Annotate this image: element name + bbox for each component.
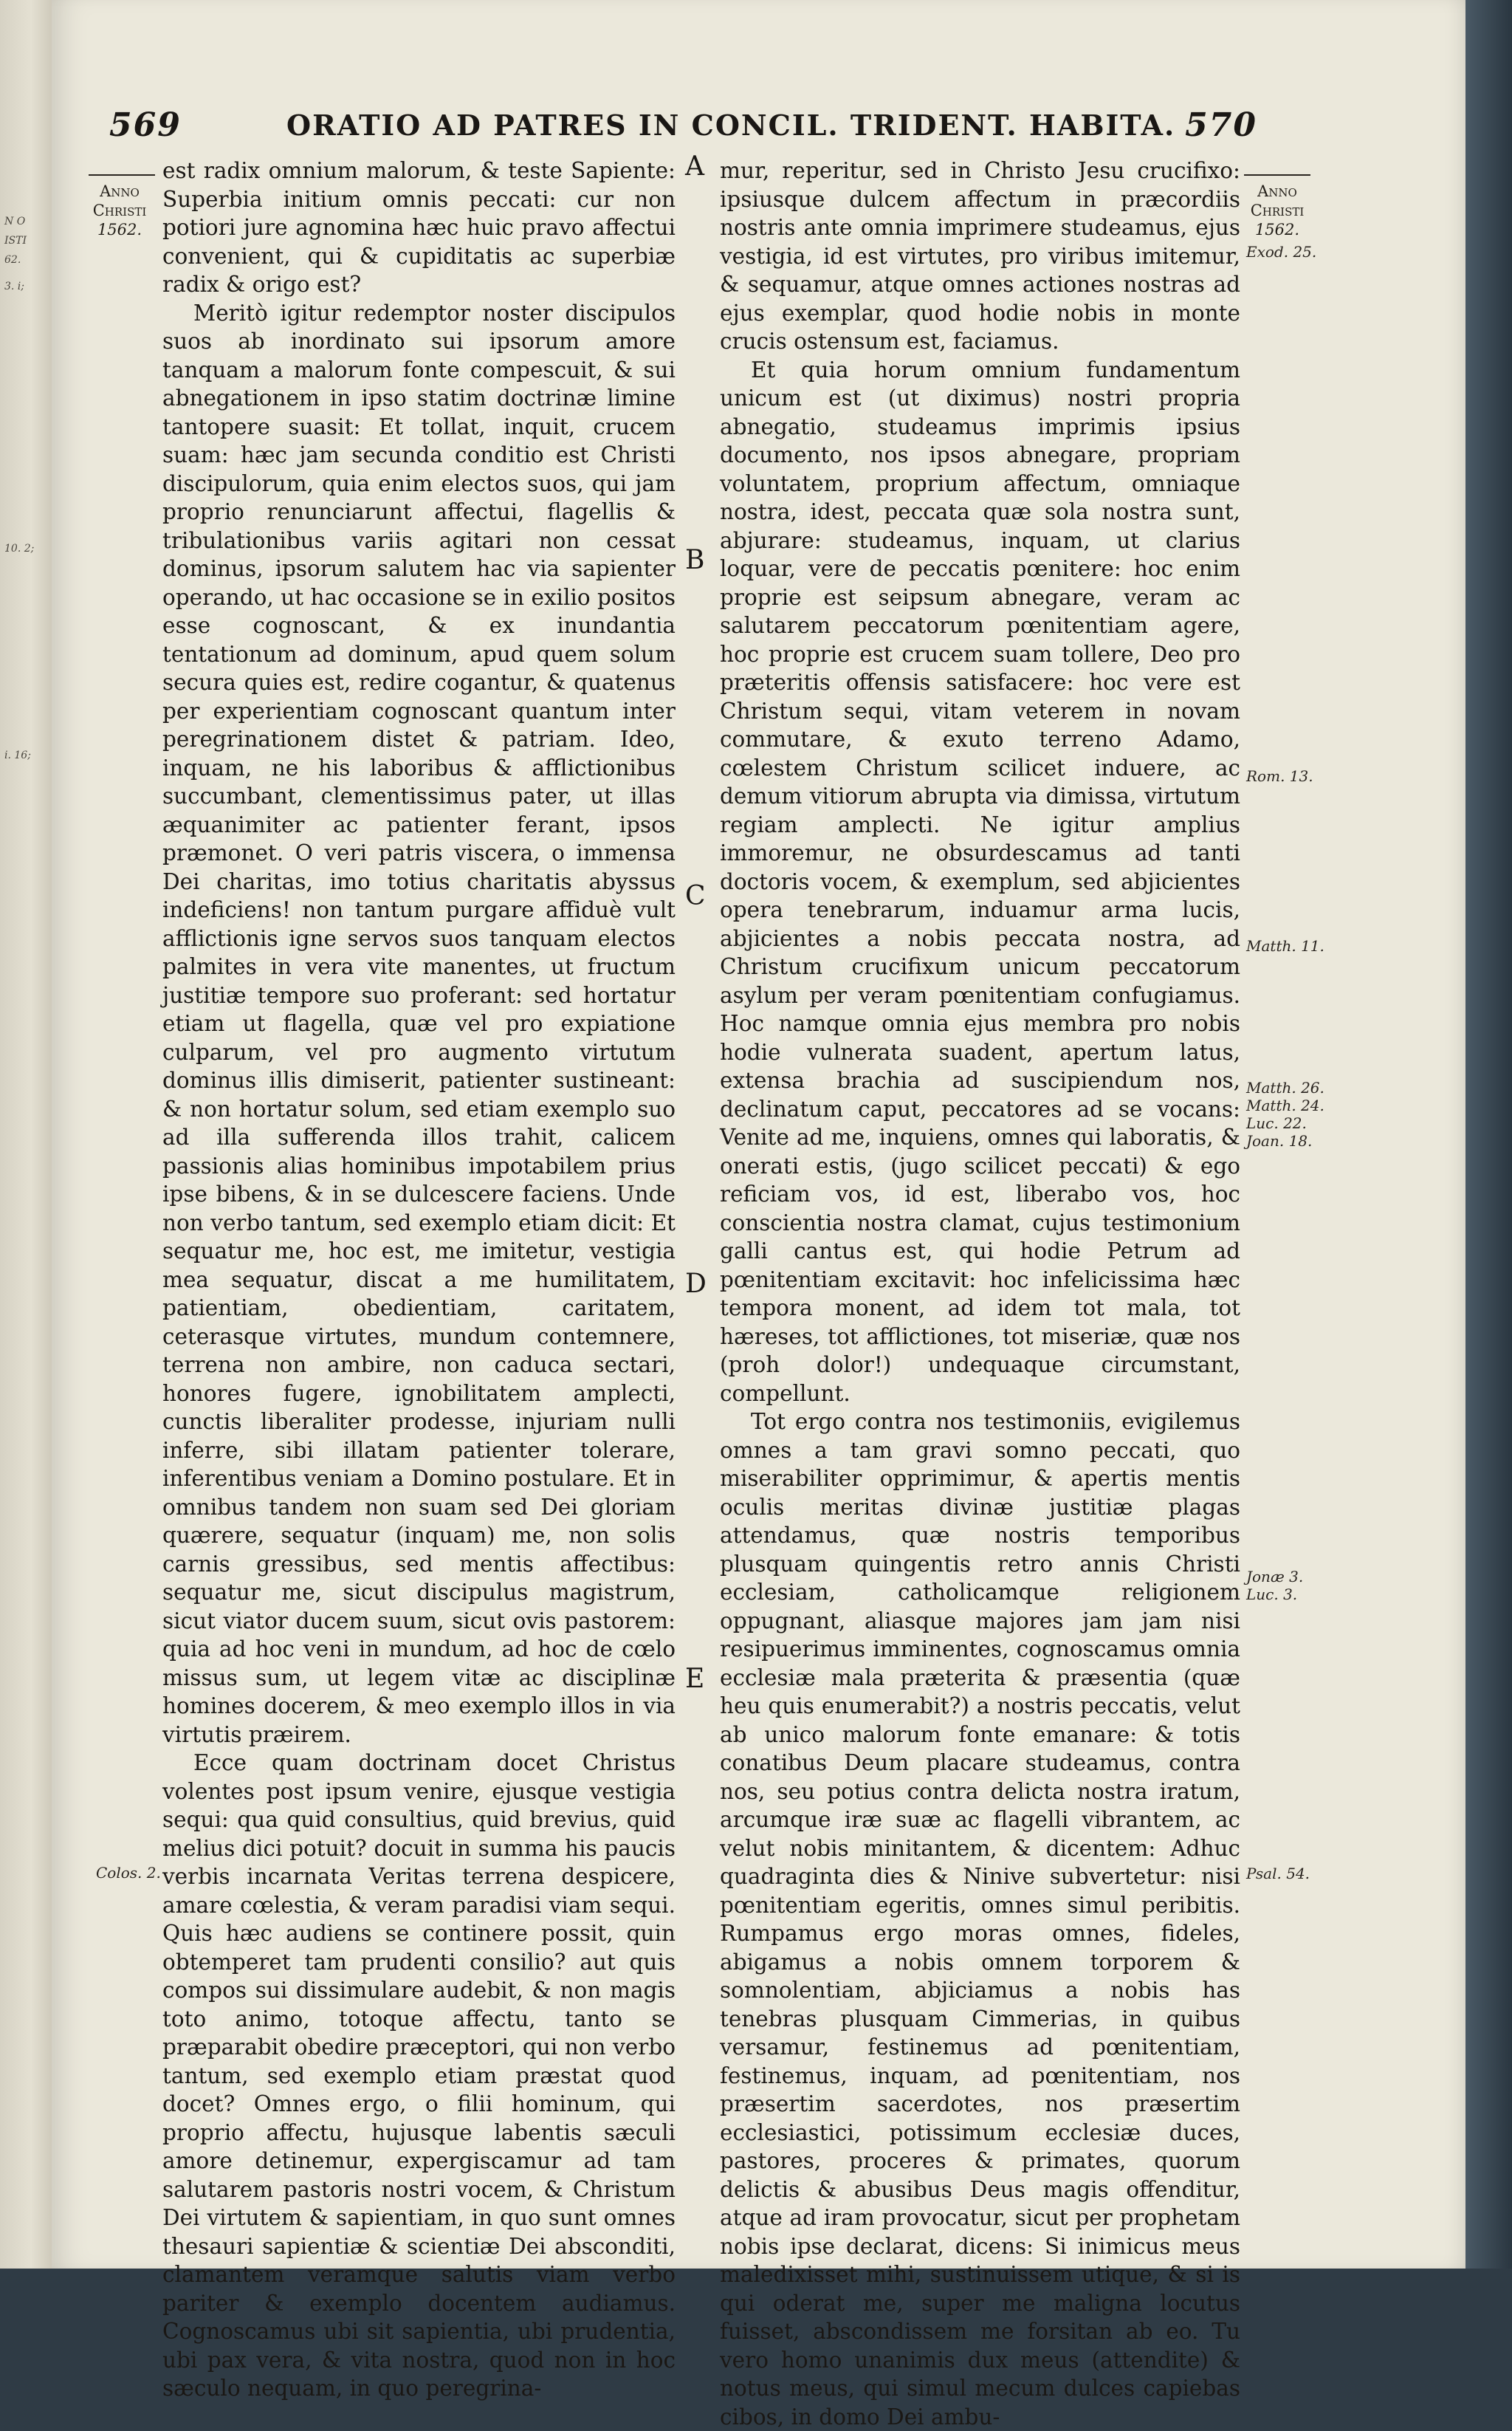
margin-reference: Joan. 18. <box>1246 1132 1313 1150</box>
paragraph: Tot ergo contra nos testimoniis, evigilemus omnes a tam gravi somno peccati, quo miserabiliter opprimimur, & apertis mentis oculis meritas divinæ justitiæ plagas attendamus, quæ nostris temporibus plusquam quingentis retro annis Christi ecclesiam, catholicamque religionem oppugnant, aliasque majores jam jam nisi resipuerimus imminentes, cognoscamus omnia ecclesiæ mala præterita & præsentia (quæ heu quis enumerabit?) a nostris peccatis, velut ab unico malorum fonte emanare: & totis conatibus Deum placare studeamus, contra nos, seu potius contra delicta nostra iratum, arcumque iræ suæ ac flagelli vibrantem, ac velut nobis minitantem, & dicentem: Adhuc quadraginta dies & Ninive subvertetur: nisi pœnitentiam egeritis, omnes simul peribitis. Rumpamus ergo moras omnes, fideles, abigamus a nobis omnem torporem & somnolentiam, abjiciamus a nobis has tenebras plusquam Cimmerias, in quibus versamur, festinemus ad pœnitentiam, festinemus, inquam, ad pœnitentiam, nos præsertim sacerdotes, nos præsertim ecclesiastici, potissimum ecclesiæ duces, pastores, proceres & primates, quorum delictis & abusibus Deus magis offenditur, atque ad iram provocatur, sicut per prophetam nobis ipse declarat, dicens: Si inimicus meus maledixisset mihi, sustinuissem utique, & si is qui oderat me, super me maligna locutus fuisset, abscondissem me forsitan ab eo. Tu vero homo unanimis dux meus (attendite) & notus meus, qui simul mecum dulces capiebas cibos, in domo Dei ambu- <box>720 1409 1240 2430</box>
background-edge <box>1465 0 1512 2269</box>
paragraph: est radix omnium malorum, & teste Sapiente: Superbia initium omnis peccati: cur non potiori jure agnomina hæc huic pravo affectui convenient, qui & cupiditatis ac superbiæ radix & origo est? <box>162 158 676 297</box>
anno-year: 1562. <box>1254 221 1300 239</box>
section-letter-b: B <box>685 545 705 575</box>
previous-page-edge <box>0 0 53 2269</box>
section-letter-a: A <box>685 151 704 182</box>
margin-reference: Luc. 22. <box>1246 1114 1307 1132</box>
paragraph: Et quia horum omnium fundamentum unicum est (ut diximus) nostri propria abnegatio, studeamus imprimis ipsius documento, nos ipsos abnegare, propriam voluntatem, proprium affectum, omniaque nostra, idest, peccata quæ sola nostra sunt, abjurare: studeamus, inquam, ut clarius loquar, vere de peccatis pœnitere: hoc enim proprie est seipsum abnegare, veram ac salutarem peccatorum pœnitentiam agere, hoc proprie est crucem suam tollere, Deo pro præteritis offensis satisfacere: hoc vere est Christum sequi, vitam veterem in novam commutare, & exuto terreno Adamo, cœlestem Christum scilicet induere, ac demum vitiorum abrupta via dimissa, virtutum regiam amplecti. Ne igitur amplius immoremur, ne obsurdescamus ad tanti doctoris vocem, & exemplum, sed abjicientes opera tenebrarum, induamur arma lucis, abjicientes a nobis peccata nostra, ad Christum crucifixum unicum peccatorum asylum per veram pœnitentiam confugiamus. Hoc namque omnia ejus membra pro nobis hodie vulnerata suadent, apertum latus, extensa brachia ad suscipiendum nos, declinatum caput, peccatores ad se vocans: Venite ad me, inquiens, omnes qui laboratis, & onerati estis, (jugo scilicet peccati) & ego reficiam vos, id est, liberabo vos, hoc conscientia nostra clamat, cujus testimonium galli cantus est, qui hodie Petrum ad pœnitentiam excitavit: hoc infelicissima hæc tempora monent, ad idem tot mala, tot hæreses, tot afflictiones, tot miseriæ, quæ nos (proh dolor!) undequaque circumstant, compellunt. <box>720 357 1240 1406</box>
anno-year: 1562. <box>97 221 142 239</box>
section-letter-c: C <box>685 881 706 911</box>
christi-label: Christi <box>1250 202 1305 219</box>
margin-reference: Psal. 54. <box>1246 1865 1310 1882</box>
paragraph: Meritò igitur redemptor noster discipulos suos ab inordinato sui ipsorum amore tanquam a malorum fonte compescuit, & sui abnegationem in ipso statim doctrinæ limine tantopere suasit: Et tollat, inquit, crucem suam: hæc jam secunda conditio est Christi discipulorum, quia enim electos suos, qui jam proprio renunciarunt affectui, flagellis & tribulationibus variis agitari non cessat dominus, ipsorum salutem hac via sapienter operando, ut hac occasione se in exilio positos esse cognoscant, & ex inundantia tentationum ad dominum, apud quem solum secura quies est, redire cogantur, & quatenus per experientiam cognoscant quantum inter peregrinationem distet & patriam. Ideo, inquam, ne his laboribus & afflictionibus succumbant, clementissimus pater, ut illas æquanimiter ac patienter ferant, ipsos præmonet. O veri patris viscera, o immensa Dei charitas, imo totius charitatis abyssus indeficiens! non tantum purgare affiduè vult afflictionis igne servos suos tanquam electos palmites in vera vite manentes, ut fructum justitiæ tempore suo proferant: sed hortatur etiam ut flagella, quæ vel pro expiatione culparum, vel pro augmento virtutum dominus illis dimiserit, patienter sustineant: & non hortatur solum, sed etiam exemplo suo ad illa sufferenda illos trahit, calicem passionis alias hominibus impotabilem prius ipse bibens, & in se dulcescere faciens. Unde non verbo tantum, sed exemplo etiam dicit: Et sequatur me, hoc est, me imitetur, vestigia mea sequatur, discat a me humilitatem, patientiam, obedientiam, caritatem, ceterasque virtutes, mundum contemnere, terrena non ambire, non caduca sectari, honores fugere, ignobilitatem amplecti, cunctis liberaliter prodesse, injuriam nulli inferre, sibi illatam patienter tolerare, inferentibus veniam a Domino postulare. Et in omnibus tandem non suam sed Dei gloriam quærere, sequatur (inquam) me, non solis carnis gressibus, sed mentis affectibus: sequatur me, sicut discipulus magistrum, sicut viator ducem suum, sicut ovis pastorem: quia ad hoc veni in mundum, ad hoc de cœlo missus sum, ut legem vitæ ac disciplinæ homines docerem, & meo exemplo illos in via virtutis præirem. <box>162 300 676 1747</box>
christi-label: Christi <box>92 202 147 219</box>
margin-reference: Matth. 26. <box>1246 1079 1324 1097</box>
prev-page-fragment: i. 16; <box>4 750 31 761</box>
prev-page-fragment: N O <box>4 216 26 227</box>
prev-page-fragment: 10. 2; <box>4 543 35 555</box>
running-head <box>109 103 1257 148</box>
prev-page-fragment: 62. <box>4 254 21 266</box>
left-text-column <box>162 157 676 2401</box>
anno-label: Anno <box>100 182 140 200</box>
left-anno-block <box>83 182 157 239</box>
margin-rule <box>1244 174 1310 176</box>
margin-reference: Colos. 2. <box>96 1864 161 1882</box>
margin-reference: Luc. 3. <box>1246 1585 1298 1603</box>
margin-reference: Matth. 24. <box>1246 1097 1324 1114</box>
margin-reference: Jonæ 3. <box>1246 1568 1304 1585</box>
right-page-number: 570 <box>1185 106 1257 144</box>
paragraph: mur, reperitur, sed in Christo Jesu crucifixo: ipsiusque dulcem affectum in præcordiis nostris ante omnia imprimere studeamus, ejus vestigia, id est virtutes, pro viribus imitemur, & sequamur, atque omnes actiones nostras ad ejus exemplar, quod hodie nobis in monte crucis ostensum est, faciamus. <box>720 158 1240 354</box>
anno-label: Anno <box>1257 182 1297 200</box>
right-text-column <box>720 157 1240 2430</box>
margin-reference: Rom. 13. <box>1246 767 1313 785</box>
section-letter-e: E <box>685 1664 705 1694</box>
prev-page-fragment: ISTI <box>4 235 27 247</box>
paragraph: Ecce quam doctrinam docet Christus volentes post ipsum venire, ejusque vestigia sequi: qua quid consultius, quid brevius, quid melius dici potuit? docuit in summa his paucis verbis incarnata Veritas terrena despicere, amare cœlestia, & veram paradisi viam sequi. Quis hæc audiens se continere possit, quin obtemperet tam prudenti consilio? aut quis compos sui dissimulare audebit, & non magis toto animo, totoque affectu, tanto se præparabit obedire præceptori, qui non verbo tantum, sed exemplo etiam præstat quod docet? Omnes ergo, o filii hominum, qui proprio affectu, hujusque labentis sæculi amore detinemur, expergiscamur ad tam salutarem pastoris nostri vocem, & Christum Dei virtutem & sapientiam, in quo sunt omnes thesauri sapientiæ & scientiæ Dei absconditi, clamantem veramque salutis viam verbo pariter & exemplo docentem audiamus. Cognoscamus ubi sit sapientia, ubi prudentia, ubi pax vera, & vita nostra, quod non in hoc sæculo nequam, in quo peregrina- <box>162 1750 676 2401</box>
section-letter-d: D <box>685 1269 707 1299</box>
margin-reference: Exod. 25. <box>1246 243 1317 261</box>
margin-reference: Matth. 11. <box>1246 937 1324 955</box>
margin-rule <box>89 174 155 176</box>
page-title: ORATIO AD PATRES IN CONCIL. TRIDENT. HABITA. <box>286 109 1176 142</box>
right-anno-block <box>1240 182 1314 239</box>
prev-page-fragment: 3. i; <box>4 281 25 292</box>
left-page-number: 569 <box>109 106 182 144</box>
